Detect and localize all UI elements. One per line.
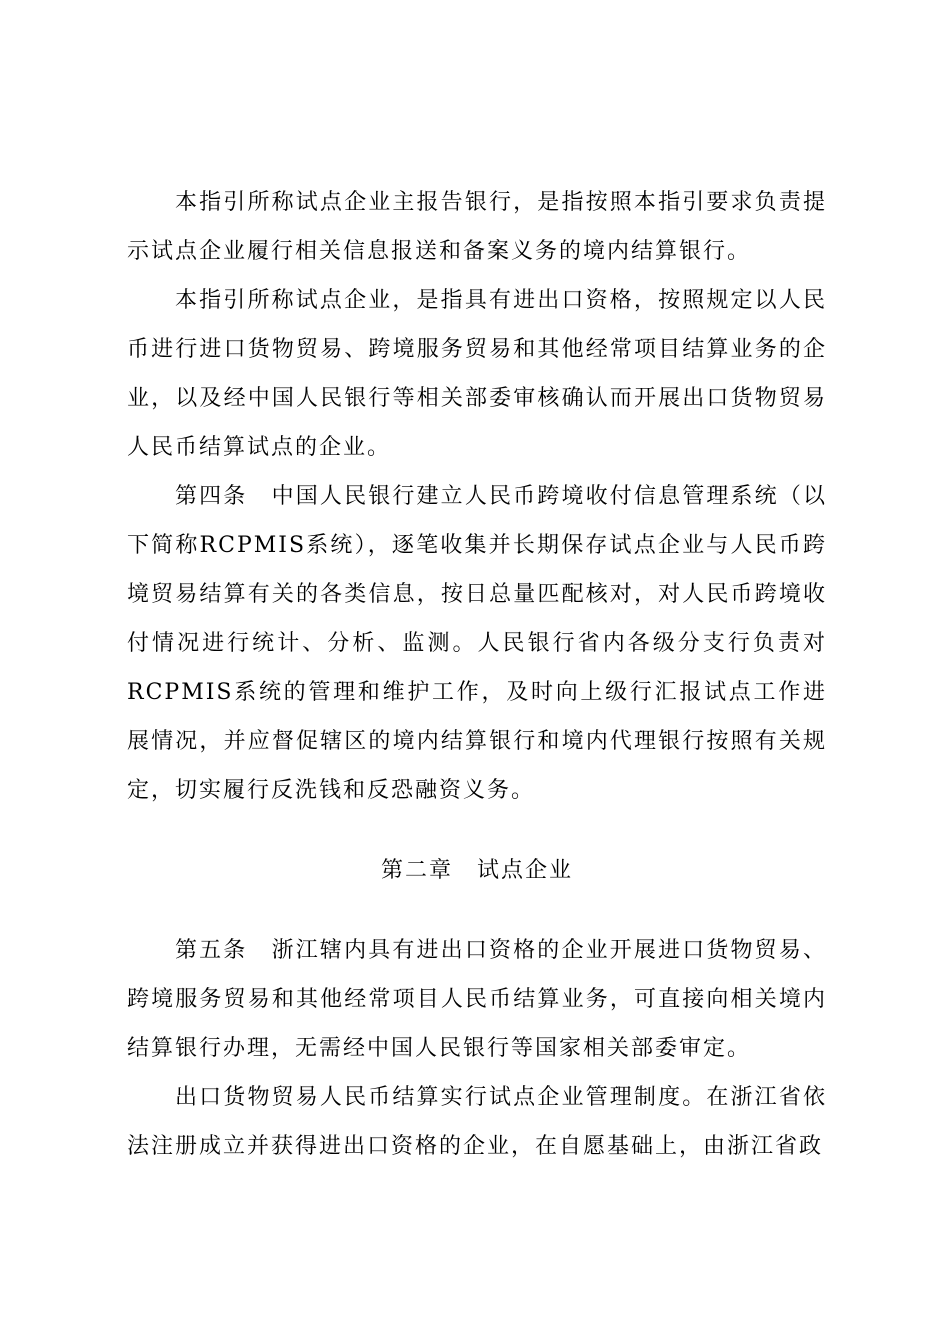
paragraph-article-4: 第四条 中国人民银行建立人民币跨境收付信息管理系统（以下简称RCPMIS系统），逐笔收集并长期保存试点企业与人民币跨境贸易结算有关的各类信息，按日总量匹配核对，对人民币跨境收付情况进行统计、分析、监测。人民银行省内各级分支行负责对RCPMIS系统的管理和维护工作，及时向上级行汇报试点工作进展情况，并应督促辖区的境内结算银行和境内代理银行按照有关规定，切实履行反洗钱和反恐融资义务。 [127, 484, 827, 803]
chapter-heading: 第二章 试点企业 [380, 858, 573, 883]
paragraph-pilot-enterprise-definition: 本指引所称试点企业，是指具有进出口资格，按照规定以人民币进行进口货物贸易、跨境服务贸易和其他经常项目结算业务的企业，以及经中国人民银行等相关部委审核确认而开展出口货物贸易人民币结算试点的企业。 [127, 288, 827, 460]
document-body [127, 178, 827, 1171]
paragraph-main-report-bank: 本指引所称试点企业主报告银行，是指按照本指引要求负责提示试点企业履行相关信息报送和备案义务的境内结算银行。 [127, 190, 827, 264]
paragraph-export-settlement: 出口货物贸易人民币结算实行试点企业管理制度。在浙江省依法注册成立并获得进出口资格的企业，在自愿基础上，由浙江省政 [127, 1085, 827, 1159]
paragraph-article-5: 第五条 浙江辖内具有进出口资格的企业开展进口货物贸易、跨境服务贸易和其他经常项目人民币结算业务，可直接向相关境内结算银行办理，无需经中国人民银行等国家相关部委审定。 [127, 938, 827, 1061]
